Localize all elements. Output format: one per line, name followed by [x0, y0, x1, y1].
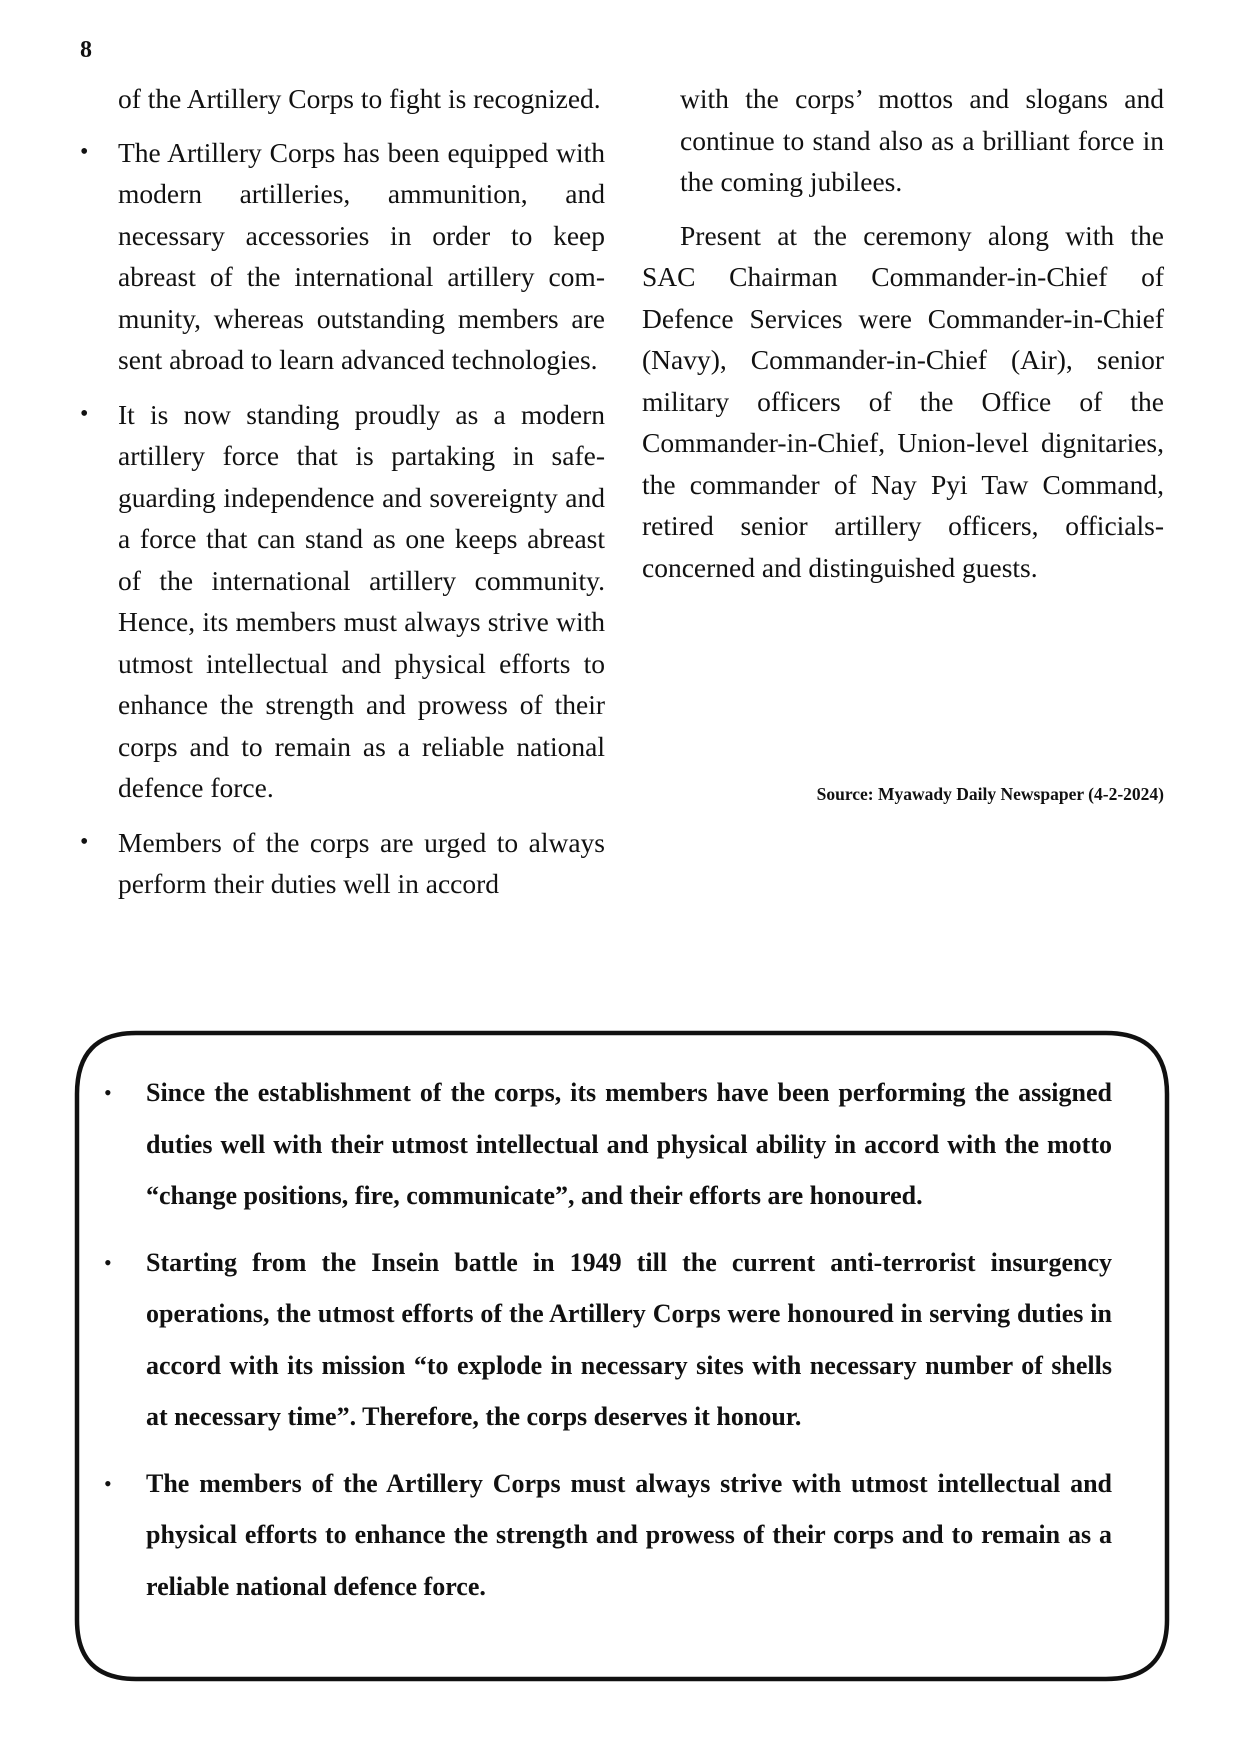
summary-item	[104, 1458, 1112, 1613]
ceremony-paragraph: Present at the ceremony along with the SAC Chairman Commander-in-Chief of Defence Services were Commander-in-Chief (Navy), Commander-in-Chief (Air), senior military officers of the Office of the Commander-in-Chief, Union-level dignitaries, the commander of Nay Pyi Taw Command, retired senior artillery officers, officials-concerned and distinguished guests.	[642, 219, 1164, 583]
summary-item	[104, 1067, 1112, 1222]
bullet-dot-icon: •	[80, 138, 89, 165]
bullet-text: Members of the corps are urged to always perform their duties well in accord	[118, 826, 605, 899]
bullet-dot-icon: •	[80, 828, 89, 855]
bullet-dot-icon: •	[104, 1470, 112, 1496]
bullet-text: The Artillery Corps has been equipped with modern artilleries, ammunition, and necessary accessories in order to keep abreast of the international artillery community, whereas outstanding members are sent abroad to learn advanced technologies.	[118, 136, 605, 375]
page-number: 8	[80, 37, 92, 63]
bullet-item	[78, 822, 605, 905]
summary-bullet-list	[104, 1067, 1112, 1627]
right-column-continuation: with the corps’ mottos and slogans and continue to stand also as a brilliant force in the coming jubilees.	[680, 83, 1164, 197]
summary-item	[104, 1237, 1112, 1443]
bullet-text: It is now standing proudly as a modern artillery force that is partaking in safeguarding independence and sovereignty and a force that can stand as one keeps abreast of the international artillery community. Hence, its members must always strive with utmost intellectual and physical efforts to enhance the strength and prowess of their corps and to remain as a reliable national defence force.	[118, 398, 605, 803]
source-citation: Source: Myawady Daily Newspaper (4-2-2024)	[816, 784, 1164, 804]
bullet-dot-icon: •	[104, 1249, 112, 1275]
bullet-item	[78, 132, 605, 381]
right-column	[642, 78, 1164, 588]
bullet-item	[78, 394, 605, 809]
left-column-continuation: of the Artillery Corps to fight is recognized.	[118, 83, 601, 114]
left-column	[78, 78, 605, 918]
summary-box	[74, 1030, 1170, 1682]
summary-item-text: Since the establishment of the corps, its members have been performing the assigned duties well with their utmost intellectual and physical ability in accord with the motto “change positions, fire, communicate”, and their efforts are honoured.	[146, 1078, 1112, 1210]
left-column-bullet-list	[78, 132, 605, 905]
summary-item-text: The members of the Artillery Corps must always strive with utmost intellectual and physical efforts to enhance the strength and prowess of their corps and to remain as a reliable national defence force.	[146, 1468, 1112, 1601]
summary-item-text: Starting from the Insein battle in 1949 till the current anti-terrorist insurgency operations, the utmost efforts of the Artillery Corps were honoured in serving duties in accord with its mission “to explode in necessary sites with necessary number of shells at necessary time”. Therefore, the corps deserves it honour.	[146, 1247, 1112, 1431]
bullet-dot-icon: •	[80, 400, 89, 427]
bullet-dot-icon: •	[104, 1080, 112, 1105]
